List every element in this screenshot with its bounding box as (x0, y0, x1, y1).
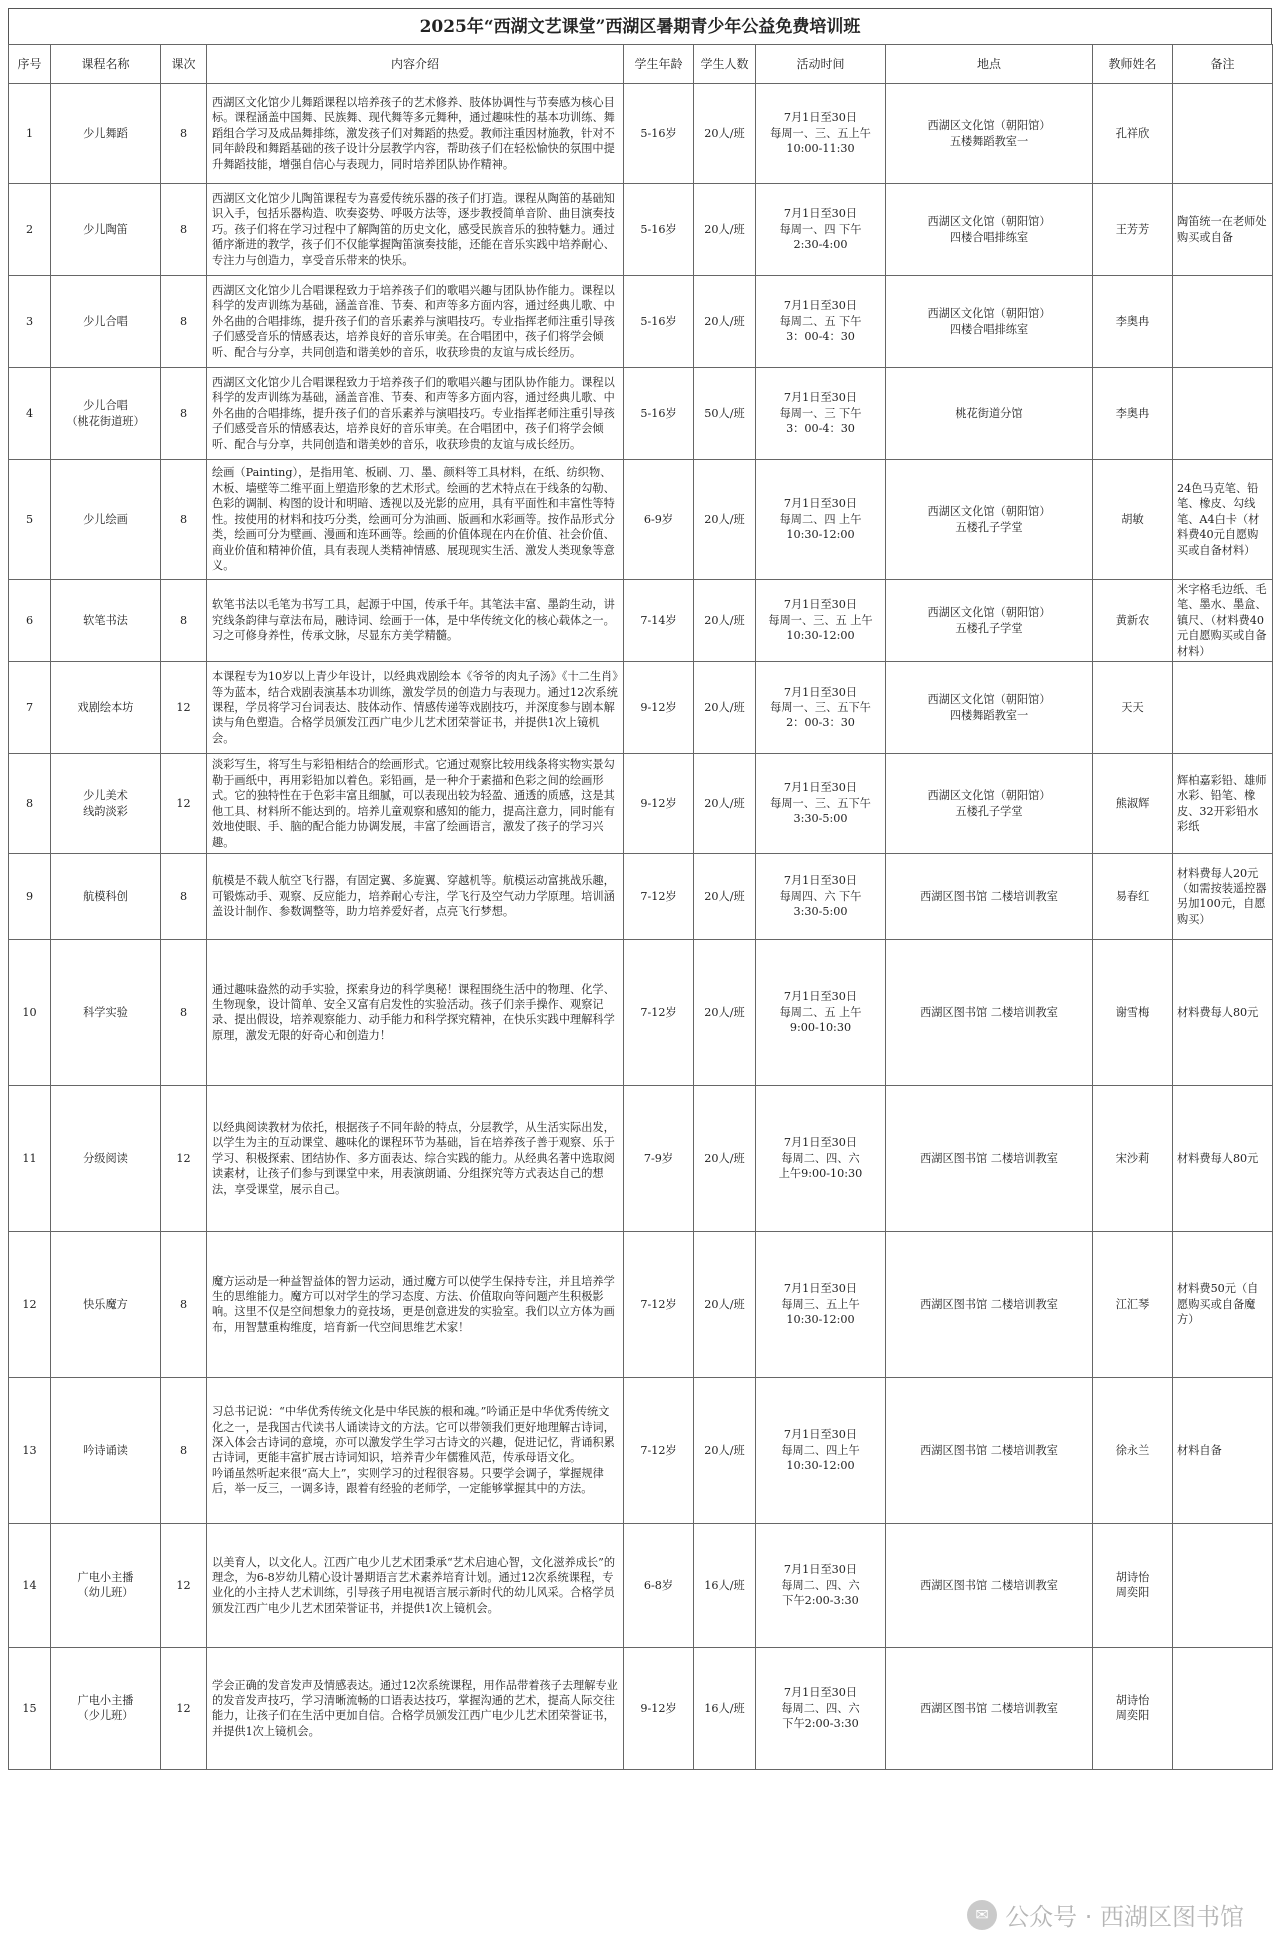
location: 西湖区文化馆（朝阳馆） 五楼孔子学堂 (886, 460, 1093, 580)
sessions: 8 (161, 276, 207, 368)
course-name: 航模科创 (51, 853, 161, 939)
col-header-intro: 内容介绍 (207, 45, 624, 84)
course-name: 少儿美术 线韵淡彩 (51, 754, 161, 854)
location: 西湖区图书馆 二楼培训教室 (886, 1647, 1093, 1769)
age: 5-16岁 (624, 276, 694, 368)
location: 西湖区文化馆（朝阳馆） 五楼孔子学堂 (886, 754, 1093, 854)
activity-time: 7月1日至30日 每周二、四、六 下午2:00-3:30 (756, 1523, 886, 1647)
teacher-name: 江汇琴 (1093, 1231, 1173, 1377)
intro-text: 西湖区文化馆少儿合唱课程致力于培养孩子们的歌唱兴趣与团队协作能力。课程以科学的发声训练为基础，涵盖音准、节奏、和声等多方面内容，通过经典儿歌、中外名曲的合唱排练，提升孩子们的音乐素养与演唱技巧。专业指挥老师注重引导孩子们感受音乐的情感表达，培养良好的音乐审美。在合唱团中，孩子们将学会倾听、配合与分享，共同创造和谐美妙的音乐，收获珍贵的友谊与成长经历。 (207, 368, 624, 460)
age: 7-9岁 (624, 1085, 694, 1231)
course-name: 少儿绘画 (51, 460, 161, 580)
location: 西湖区文化馆（朝阳馆） 四楼舞蹈教室一 (886, 662, 1093, 754)
student-count: 20人/班 (694, 460, 756, 580)
remark: 辉柏嘉彩铅、雄师水彩、铅笔、橡皮、32开彩铅水彩纸 (1173, 754, 1273, 854)
watermark-text: 公众号 · 西湖区图书馆 (1005, 1903, 1244, 1931)
course-name: 广电小主播 （幼儿班） (51, 1523, 161, 1647)
row-no: 1 (9, 84, 51, 184)
activity-time: 7月1日至30日 每周二、五 上午 9:00-10:30 (756, 939, 886, 1085)
location: 西湖区图书馆 二楼培训教室 (886, 939, 1093, 1085)
location: 西湖区图书馆 二楼培训教室 (886, 1377, 1093, 1523)
intro-text: 绘画（Painting），是指用笔、板刷、刀、墨、颜料等工具材料，在纸、纺织物、木板、墙壁等二维平面上塑造形象的艺术形式。绘画的艺术特点在于线条的勾勒、色彩的调制、构图的设计和明暗、透视以及光影的应用，具有平面性和丰富性等特性。按使用的材料和技巧分类，绘画可分为油画、版画和水彩画等。按作品形式分类，绘画可分为壁画、漫画和连环画等。绘画的价值体现在内在价值、社会价值、商业价值和精神价值，具有表现人类精神情感、展现现实生活、激发人类现象等意义。 (207, 460, 624, 580)
remark (1173, 368, 1273, 460)
activity-time: 7月1日至30日 每周一、三、五 上午 10:30-12:00 (756, 580, 886, 662)
table-row (9, 1647, 1273, 1769)
activity-time: 7月1日至30日 每周三、五上午 10:30-12:00 (756, 1231, 886, 1377)
intro-text: 学会正确的发音发声及情感表达。通过12次系统课程，用作品带着孩子去理解专业的发音发声技巧，学习清晰流畅的口语表达技巧，掌握沟通的艺术，提高人际交往能力，让孩子们在生活中更加自信。合格学员颁发江西广电少儿艺术团荣誉证书，并提供1次上镜机会。 (207, 1647, 624, 1769)
intro-text: 淡彩写生，将写生与彩铅相结合的绘画形式。它通过观察比较用线条将实物实景勾勒于画纸中，再用彩铅加以着色。彩铅画，是一种介于素描和色彩之间的绘画形式。它的独特性在于色彩丰富且细腻，可以表现出较为轻盈、通透的质感，这是其他工具、材料所不能达到的。培养儿童观察和感知的能力，提高注意力，同时能有效地使眼、手、脑的配合能力协调发展，丰富了绘画语言，激发了孩子的学习兴趣。 (207, 754, 624, 854)
location: 西湖区文化馆（朝阳馆） 四楼合唱排练室 (886, 276, 1093, 368)
sheet-title: 2025年“西湖文艺课堂”西湖区暑期青少年公益免费培训班 (8, 8, 1272, 44)
course-name: 少儿合唱 （桃花街道班） (51, 368, 161, 460)
location: 西湖区文化馆（朝阳馆） 五楼孔子学堂 (886, 580, 1093, 662)
age: 5-16岁 (624, 184, 694, 276)
row-no: 14 (9, 1523, 51, 1647)
sessions: 8 (161, 939, 207, 1085)
age: 6-8岁 (624, 1523, 694, 1647)
activity-time: 7月1日至30日 每周二、五 下午 3：00-4：30 (756, 276, 886, 368)
row-no: 6 (9, 580, 51, 662)
teacher-name: 王芳芳 (1093, 184, 1173, 276)
age: 9-12岁 (624, 754, 694, 854)
row-no: 4 (9, 368, 51, 460)
teacher-name: 胡诗怡 周奕阳 (1093, 1647, 1173, 1769)
sessions: 12 (161, 1085, 207, 1231)
age: 6-9岁 (624, 460, 694, 580)
activity-time: 7月1日至30日 每周一、四 下午 2:30-4:00 (756, 184, 886, 276)
col-header-name: 课程名称 (51, 45, 161, 84)
col-header-age: 学生年龄 (624, 45, 694, 84)
teacher-name: 李奥冉 (1093, 368, 1173, 460)
age: 9-12岁 (624, 662, 694, 754)
remark (1173, 1523, 1273, 1647)
course-table (8, 44, 1273, 1770)
age: 5-16岁 (624, 368, 694, 460)
activity-time: 7月1日至30日 每周一、三 下午 3：00-4：30 (756, 368, 886, 460)
student-count: 20人/班 (694, 1085, 756, 1231)
student-count: 16人/班 (694, 1647, 756, 1769)
col-header-teacher: 教师姓名 (1093, 45, 1173, 84)
sessions: 8 (161, 84, 207, 184)
remark: 米字格毛边纸、毛笔、墨水、墨盒、镇尺、（材料费40元自愿购买或自备材料） (1173, 580, 1273, 662)
sessions: 12 (161, 1523, 207, 1647)
student-count: 20人/班 (694, 84, 756, 184)
remark: 材料自备 (1173, 1377, 1273, 1523)
intro-text: 魔方运动是一种益智益体的智力运动，通过魔方可以使学生保持专注，并且培养学生的思维能力。魔方可以对学生的学习态度、方法、价值取向等问题产生积极影响。这里不仅是空间想象力的竞技场，更是创意进发的实验室。我们以立方体为画布，用智慧重构维度，培育新一代空间思维艺术家！ (207, 1231, 624, 1377)
intro-text: 西湖区文化馆少儿陶笛课程专为喜爱传统乐器的孩子们打造。课程从陶笛的基础知识入手，包括乐器构造、吹奏姿势、呼吸方法等，逐步教授简单音阶、曲目演奏技巧。孩子们将在学习过程中了解陶笛的历史文化，感受民族音乐的独特魅力。通过循序渐进的教学，孩子们不仅能掌握陶笛演奏技能，还能在音乐实践中培养耐心、专注力与创造力，享受音乐带来的快乐。 (207, 184, 624, 276)
table-row (9, 368, 1273, 460)
remark (1173, 1647, 1273, 1769)
col-header-time: 活动时间 (756, 45, 886, 84)
table-row (9, 1377, 1273, 1523)
row-no: 9 (9, 853, 51, 939)
remark: 材料费每人80元 (1173, 1085, 1273, 1231)
teacher-name: 熊淑辉 (1093, 754, 1173, 854)
remark (1173, 84, 1273, 184)
age: 7-14岁 (624, 580, 694, 662)
activity-time: 7月1日至30日 每周一、三、五下午 2：00-3：30 (756, 662, 886, 754)
course-name: 少儿舞蹈 (51, 84, 161, 184)
table-row (9, 1085, 1273, 1231)
intro-text: 习总书记说：“中华优秀传统文化是中华民族的根和魂。”吟诵正是中华优秀传统文化之一，是我国古代读书人诵读诗文的方法。它可以带领我们更好地理解古诗词，深入体会古诗词的意境，亦可以激发学生学习古诗文的兴趣，促进记忆，背诵积累古诗词，更能丰富扩展古诗词知识，培养青少年儒雅风范，传承母语文化。 吟诵虽然听起来很“高大上”，实则学习的过程很容易。只要学会调子，掌握规律后，举一反三，一调多诗，跟着有经验的老师学，一定能够掌握其中的方法。 (207, 1377, 624, 1523)
intro-text: 软笔书法以毛笔为书写工具，起源于中国，传承千年。其笔法丰富、墨韵生动，讲究线条韵律与章法布局，融诗词、绘画于一体，是中华传统文化的核心载体之一。习之可修身养性，传承文脉，尽显东方美学精髓。 (207, 580, 624, 662)
table-row (9, 939, 1273, 1085)
remark: 24色马克笔、铅笔、橡皮、勾线笔、A4白卡（材料费40元自愿购买或自备材料） (1173, 460, 1273, 580)
location: 西湖区文化馆（朝阳馆） 四楼合唱排练室 (886, 184, 1093, 276)
teacher-name: 易春红 (1093, 853, 1173, 939)
intro-text: 通过趣味盎然的动手实验，探索身边的科学奥秘！课程围绕生活中的物理、化学、生物现象，设计简单、安全又富有启发性的实验活动。孩子们亲手操作、观察记录、提出假设，培养观察能力、动手能力和科学探究精神，在快乐实践中理解科学原理，激发无限的好奇心和创造力！ (207, 939, 624, 1085)
activity-time: 7月1日至30日 每周二、四 上午 10:30-12:00 (756, 460, 886, 580)
activity-time: 7月1日至30日 每周一、三、五上午 10:00-11:30 (756, 84, 886, 184)
age: 7-12岁 (624, 1377, 694, 1523)
teacher-name: 徐永兰 (1093, 1377, 1173, 1523)
student-count: 20人/班 (694, 754, 756, 854)
table-row (9, 754, 1273, 854)
schedule-sheet (8, 8, 1272, 1770)
course-name: 少儿陶笛 (51, 184, 161, 276)
sessions: 8 (161, 853, 207, 939)
table-row (9, 460, 1273, 580)
student-count: 50人/班 (694, 368, 756, 460)
location: 桃花街道分馆 (886, 368, 1093, 460)
sessions: 8 (161, 368, 207, 460)
table-row (9, 662, 1273, 754)
wechat-icon: ✉ (967, 1900, 997, 1930)
intro-text: 本课程专为10岁以上青少年设计，以经典戏剧绘本《爷爷的肉丸子汤》《十二生肖》等为蓝本，结合戏剧表演基本功训练，激发学员的创造力与表现力。通过12次系统课程，学员将学习台词表达、肢体动作、情感传递等戏剧技巧，并深度参与剧本解读与角色塑造。合格学员颁发江西广电少儿艺术团荣誉证书，并提供1次上镜机会。 (207, 662, 624, 754)
age: 9-12岁 (624, 1647, 694, 1769)
row-no: 13 (9, 1377, 51, 1523)
col-header-sessions: 课次 (161, 45, 207, 84)
sessions: 8 (161, 1231, 207, 1377)
student-count: 20人/班 (694, 939, 756, 1085)
row-no: 15 (9, 1647, 51, 1769)
remark: 陶笛统一在老师处购买或自备 (1173, 184, 1273, 276)
sessions: 8 (161, 1377, 207, 1523)
location: 西湖区文化馆（朝阳馆） 五楼舞蹈教室一 (886, 84, 1093, 184)
student-count: 16人/班 (694, 1523, 756, 1647)
table-row (9, 84, 1273, 184)
sessions: 12 (161, 1647, 207, 1769)
intro-text: 以经典阅读教材为依托，根据孩子不同年龄的特点，分层教学，从生活实际出发，以学生为主的互动课堂、趣味化的课程环节为基础，旨在培养孩子善于观察、乐于学习、积极探索、团结协作、多方面表达、综合实践的能力。从经典名著中选取阅读素材，让孩子们参与到课堂中来，用表演朗诵、分组探究等方式表达自己的想法，享受课堂，展示自己。 (207, 1085, 624, 1231)
activity-time: 7月1日至30日 每周二、四、六 上午9:00-10:30 (756, 1085, 886, 1231)
row-no: 8 (9, 754, 51, 854)
age: 7-12岁 (624, 939, 694, 1085)
location: 西湖区图书馆 二楼培训教室 (886, 1523, 1093, 1647)
col-header-place: 地点 (886, 45, 1093, 84)
sessions: 12 (161, 662, 207, 754)
student-count: 20人/班 (694, 662, 756, 754)
table-row (9, 184, 1273, 276)
course-name: 软笔书法 (51, 580, 161, 662)
teacher-name: 天天 (1093, 662, 1173, 754)
activity-time: 7月1日至30日 每周二、四、六 下午2:00-3:30 (756, 1647, 886, 1769)
sessions: 8 (161, 184, 207, 276)
student-count: 20人/班 (694, 1377, 756, 1523)
teacher-name: 谢雪梅 (1093, 939, 1173, 1085)
activity-time: 7月1日至30日 每周四、六 下午 3:30-5:00 (756, 853, 886, 939)
row-no: 11 (9, 1085, 51, 1231)
teacher-name: 孔祥欣 (1093, 84, 1173, 184)
activity-time: 7月1日至30日 每周一、三、五下午 3:30-5:00 (756, 754, 886, 854)
course-name: 少儿合唱 (51, 276, 161, 368)
age: 7-12岁 (624, 1231, 694, 1377)
remark: 材料费50元（自愿购买或自备魔方） (1173, 1231, 1273, 1377)
student-count: 20人/班 (694, 853, 756, 939)
remark: 材料费每人20元（如需按装遥控器另加100元，自愿购买） (1173, 853, 1273, 939)
teacher-name: 黄新农 (1093, 580, 1173, 662)
course-name: 快乐魔方 (51, 1231, 161, 1377)
remark (1173, 662, 1273, 754)
row-no: 2 (9, 184, 51, 276)
table-row (9, 1231, 1273, 1377)
location: 西湖区图书馆 二楼培训教室 (886, 1085, 1093, 1231)
age: 5-16岁 (624, 84, 694, 184)
intro-text: 西湖区文化馆少儿舞蹈课程以培养孩子的艺术修养、肢体协调性与节奏感为核心目标。课程涵盖中国舞、民族舞、现代舞等多元舞种，通过趣味性的基本功训练、舞蹈组合学习及成品舞排练，激发孩子们对舞蹈的热爱。教师注重因材施教，针对不同年龄段和舞蹈基础的孩子设计分层教学内容，帮助孩子们在轻松愉快的氛围中提升舞蹈技能，增强自信心与表现力，同时培养团队协作精神。 (207, 84, 624, 184)
teacher-name: 胡敏 (1093, 460, 1173, 580)
remark: 材料费每人80元 (1173, 939, 1273, 1085)
row-no: 7 (9, 662, 51, 754)
table-row (9, 1523, 1273, 1647)
course-name: 吟诗诵读 (51, 1377, 161, 1523)
activity-time: 7月1日至30日 每周二、四上午 10:30-12:00 (756, 1377, 886, 1523)
course-name: 广电小主播 （少儿班） (51, 1647, 161, 1769)
col-header-no: 序号 (9, 45, 51, 84)
sessions: 12 (161, 754, 207, 854)
sessions: 8 (161, 580, 207, 662)
course-name: 戏剧绘本坊 (51, 662, 161, 754)
header-row (9, 45, 1273, 84)
age: 7-12岁 (624, 853, 694, 939)
teacher-name: 李奥冉 (1093, 276, 1173, 368)
row-no: 5 (9, 460, 51, 580)
intro-text: 以美育人，以文化人。江西广电少儿艺术团秉承“艺术启迪心智，文化滋养成长”的理念，为6-8岁幼儿精心设计暑期语言艺术素养培育计划。通过12次系统课程，专业化的小主持人艺术训练，引导孩子用电视语言展示新时代的幼儿风采。合格学员颁发江西广电少儿艺术团荣誉证书，并提供1次上镜机会。 (207, 1523, 624, 1647)
location: 西湖区图书馆 二楼培训教室 (886, 853, 1093, 939)
intro-text: 西湖区文化馆少儿合唱课程致力于培养孩子们的歌唱兴趣与团队协作能力。课程以科学的发声训练为基础，涵盖音准、节奏、和声等多方面内容，通过经典儿歌、中外名曲的合唱排练，提升孩子们的音乐素养与演唱技巧。专业指挥老师注重引导孩子们感受音乐的情感表达，培养良好的音乐审美。在合唱团中，孩子们将学会倾听、配合与分享，共同创造和谐美妙的音乐，收获珍贵的友谊与成长经历。 (207, 276, 624, 368)
student-count: 20人/班 (694, 276, 756, 368)
teacher-name: 胡诗怡 周奕阳 (1093, 1523, 1173, 1647)
course-name: 科学实验 (51, 939, 161, 1085)
table-row (9, 276, 1273, 368)
row-no: 10 (9, 939, 51, 1085)
row-no: 12 (9, 1231, 51, 1377)
sessions: 8 (161, 460, 207, 580)
col-header-count: 学生人数 (694, 45, 756, 84)
intro-text: 航模是不载人航空飞行器，有固定翼、多旋翼、穿越机等。航模运动富挑战乐趣，可锻炼动手、观察、反应能力，培养耐心专注，学飞行及空气动力学原理。培训涵盖设计制作、参数调整等，助力培养爱好者，点亮飞行梦想。 (207, 853, 624, 939)
table-row (9, 580, 1273, 662)
student-count: 20人/班 (694, 1231, 756, 1377)
student-count: 20人/班 (694, 580, 756, 662)
remark (1173, 276, 1273, 368)
course-name: 分级阅读 (51, 1085, 161, 1231)
row-no: 3 (9, 276, 51, 368)
location: 西湖区图书馆 二楼培训教室 (886, 1231, 1093, 1377)
teacher-name: 宋沙莉 (1093, 1085, 1173, 1231)
student-count: 20人/班 (694, 184, 756, 276)
col-header-remark: 备注 (1173, 45, 1273, 84)
table-row (9, 853, 1273, 939)
watermark (967, 1897, 1244, 1932)
